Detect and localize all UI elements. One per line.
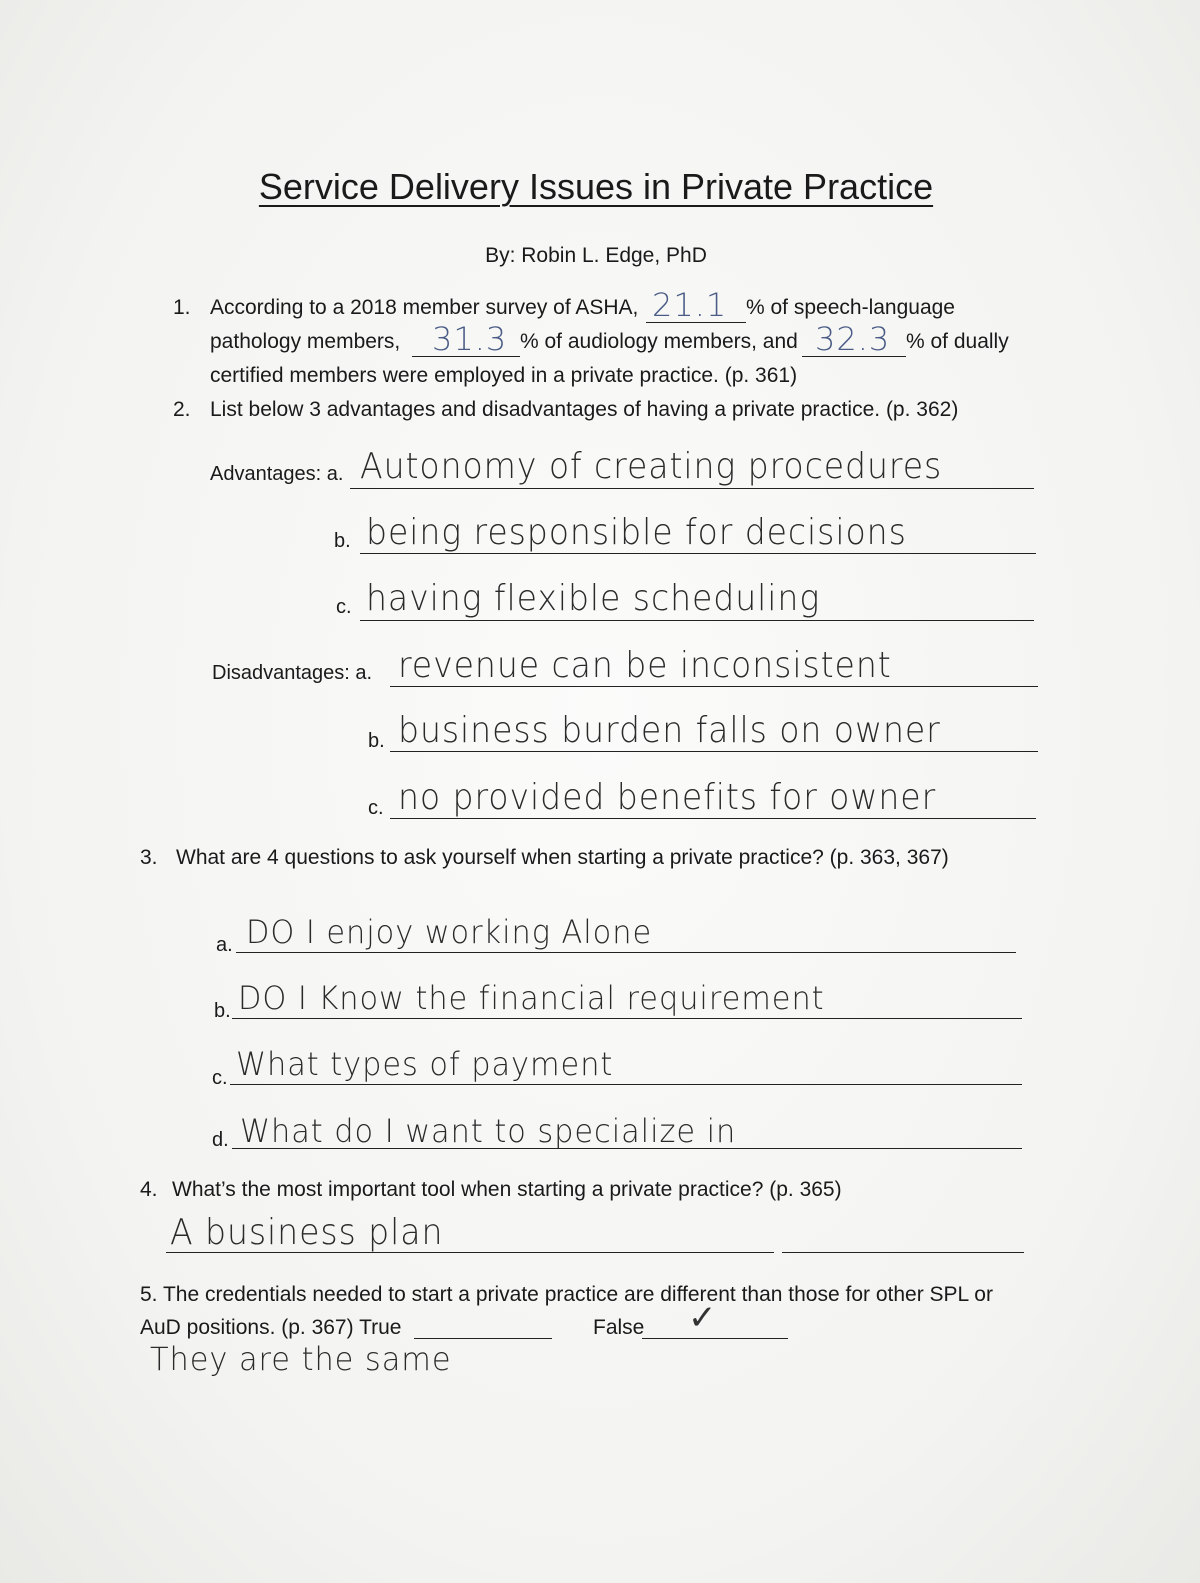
q1-text-line3: certified members were employed in a private practice. (p. 361) xyxy=(210,364,798,387)
q3-prompt: What are 4 questions to ask yourself when starting a private practice? (p. 363, 367) xyxy=(176,846,949,869)
q3-line-b[interactable] xyxy=(232,1018,1022,1019)
disadvantages-label: Disadvantages: a. xyxy=(212,662,373,684)
q2-prompt: List below 3 advantages and disadvantages of having a private practice. (p. 362) xyxy=(210,398,959,421)
advantage-b-line[interactable] xyxy=(360,553,1036,554)
advantage-c-answer: having flexible scheduling xyxy=(366,578,821,619)
q4-number: 4. xyxy=(140,1178,158,1201)
q4-line-2[interactable] xyxy=(782,1252,1024,1253)
advantage-b-label: b. xyxy=(334,530,351,552)
disadvantage-c-label: c. xyxy=(368,797,384,819)
advantages-label: Advantages: a. xyxy=(210,463,344,485)
q2-number: 2. xyxy=(173,398,191,421)
disadvantage-a-answer: revenue can be inconsistent xyxy=(398,645,892,686)
q5-prompt-line2: AuD positions. (p. 367) True xyxy=(140,1316,402,1339)
q3-line-c[interactable] xyxy=(230,1084,1022,1085)
q5-answer: They are the same xyxy=(150,1340,452,1378)
q3-label-c: c. xyxy=(212,1067,228,1089)
q1-text-line2-mid: % of audiology members, and xyxy=(520,330,798,353)
q4-prompt: What’s the most important tool when starting a private practice? (p. 365) xyxy=(172,1178,842,1201)
advantage-a-answer: Autonomy of creating procedures xyxy=(360,446,943,487)
q1-number: 1. xyxy=(173,296,191,319)
q5-prompt-line1: 5. The credentials needed to start a private practice are different than those for other SPL or xyxy=(140,1283,993,1306)
q5-true-blank[interactable] xyxy=(414,1338,552,1339)
q1-slp-answer: 21.1 xyxy=(652,286,728,324)
q1-text-line2-start: pathology members, xyxy=(210,330,401,353)
disadvantage-c-line[interactable] xyxy=(390,818,1036,819)
advantage-c-label: c. xyxy=(336,596,352,618)
disadvantage-a-line[interactable] xyxy=(390,686,1038,687)
q1-aud-answer: 31.3 xyxy=(432,320,508,358)
q3-answer-d: What do I want to specialize in xyxy=(240,1112,737,1150)
q1-dual-answer: 32.3 xyxy=(815,320,891,358)
q1-text-line2-end: % of dually xyxy=(906,330,1009,353)
q3-label-a: a. xyxy=(216,934,233,956)
q4-answer: A business plan xyxy=(170,1212,444,1253)
q3-answer-b: DO I Know the financial requirement xyxy=(238,979,825,1017)
q3-line-a[interactable] xyxy=(236,952,1016,953)
disadvantage-b-answer: business burden falls on owner xyxy=(398,710,941,751)
q3-number: 3. xyxy=(140,846,158,869)
check-mark-icon: ✓ xyxy=(688,1298,717,1338)
q3-label-d: d. xyxy=(212,1129,229,1151)
q5-false-label: False xyxy=(593,1316,645,1339)
byline: By: Robin L. Edge, PhD xyxy=(485,244,707,267)
q5-false-blank[interactable] xyxy=(642,1338,788,1339)
advantage-b-answer: being responsible for decisions xyxy=(366,512,907,553)
q3-answer-c: What types of payment xyxy=(236,1045,614,1083)
advantage-c-line[interactable] xyxy=(360,620,1034,621)
q1-text-line1: According to a 2018 member survey of ASHA, xyxy=(210,296,639,319)
q1-text-line1-end: % of speech-language xyxy=(746,296,955,319)
q3-label-b: b. xyxy=(214,1000,231,1022)
advantage-a-line[interactable] xyxy=(350,488,1034,489)
q3-answer-a: DO I enjoy working Alone xyxy=(246,913,653,951)
disadvantage-b-label: b. xyxy=(368,730,385,752)
page-title: Service Delivery Issues in Private Practice xyxy=(258,166,934,207)
disadvantage-b-line[interactable] xyxy=(390,751,1038,752)
disadvantage-c-answer: no provided benefits for owner xyxy=(398,777,937,818)
